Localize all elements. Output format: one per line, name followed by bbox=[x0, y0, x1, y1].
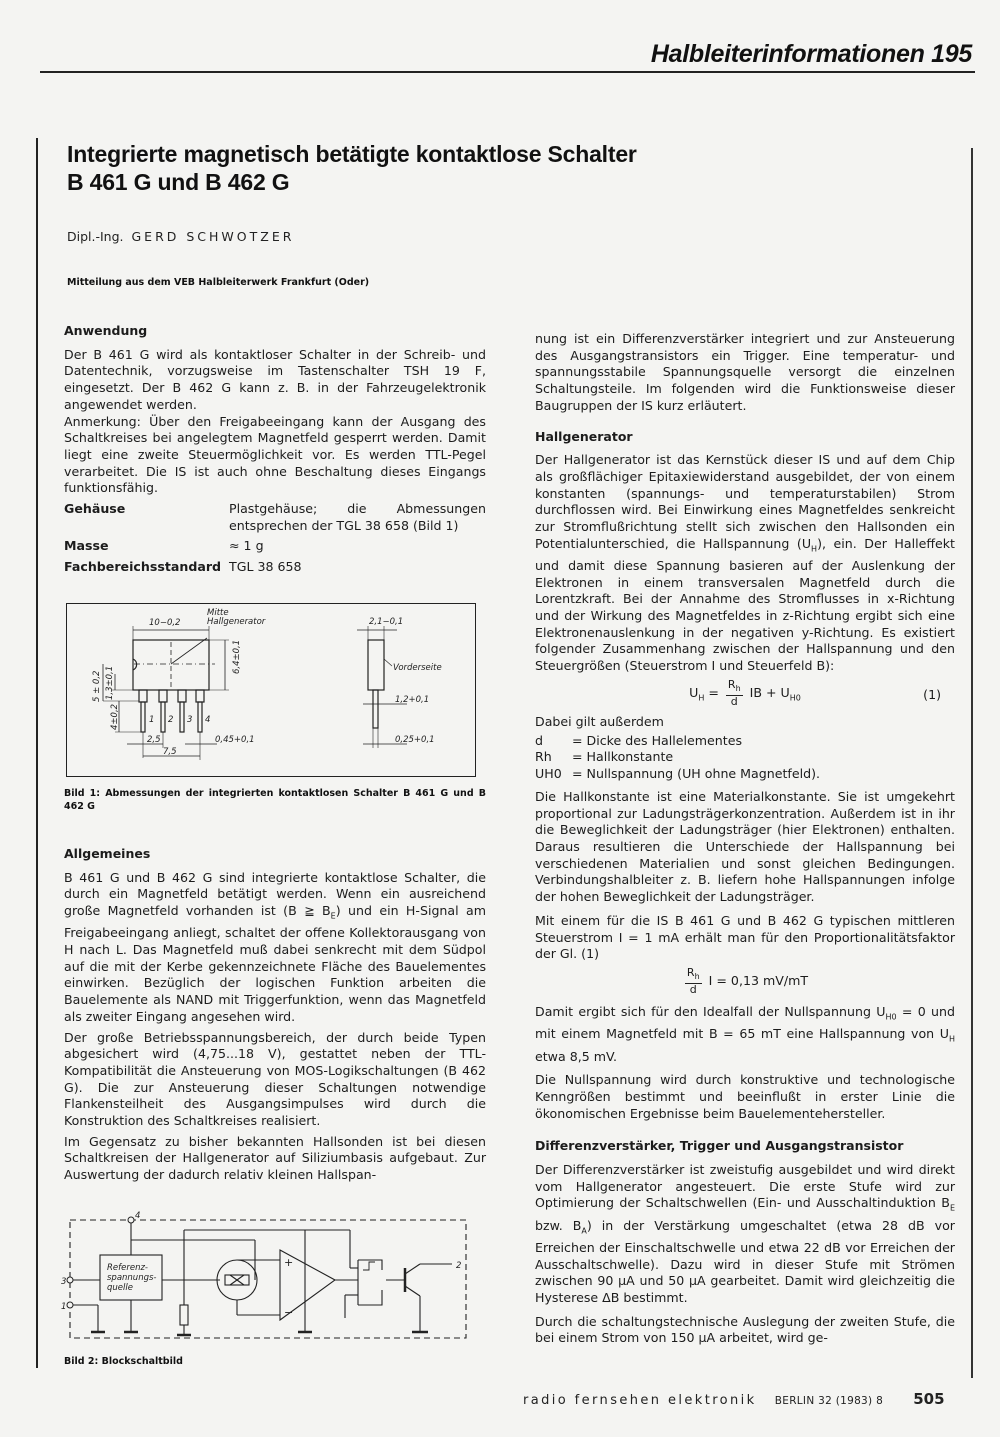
definition-item bbox=[535, 749, 955, 766]
label-front-side: Vorderseite bbox=[393, 663, 442, 673]
eq-term: I = 0,13 mV/mT bbox=[704, 973, 809, 988]
eq-term: = bbox=[704, 684, 723, 700]
dim-label-lead-thickness: 0,25+0,1 bbox=[395, 735, 435, 745]
block-label: Referenz- bbox=[107, 1263, 148, 1273]
spec-key: Masse bbox=[64, 538, 109, 554]
paragraph: Die Hallkonstante ist eine Materialkonstante. Sie ist umgekehrt proportional zur Ladungsträgerkonzentration. Außerdem ist in ihr die Beweglichkeit der Ladungsträger (hier Elektronen) enthalten. Daraus resultieren die Unterschiede der Hallspannung bei verschiedenen Materialien und sonst gleichen Bedingungen. Verbindungshalbleiter z. B. liefern hohe Hallspannungen infolge der hohen Beweglichkeit der Ladungsträger. bbox=[535, 788, 955, 905]
paragraph: Die Nullspannung wird durch konstruktive und technologische Kenngrößen bestimmt und beeinflußt in erster Linie die ökonomischen Ergebnisse beim Bauelementehersteller. bbox=[535, 1072, 955, 1121]
pin-label-3: 3 bbox=[61, 1277, 67, 1287]
subscript: H0 bbox=[885, 1012, 897, 1022]
eq-term: IB + U bbox=[745, 684, 790, 700]
dim-label-h2: 1,3±0,1 bbox=[105, 665, 115, 700]
eq-term: U bbox=[689, 684, 699, 700]
paragraph: Dabei gilt außerdem bbox=[535, 714, 664, 730]
resistor bbox=[180, 1305, 188, 1325]
pin-1-terminal bbox=[67, 1302, 73, 1308]
left-margin-rule bbox=[36, 138, 38, 1368]
page-number: 505 bbox=[913, 1390, 945, 1408]
amp-plus: + bbox=[284, 1256, 294, 1269]
dim-label-lead-side: 1,2+0,1 bbox=[395, 695, 430, 705]
spec-key: Fachbereichsstandard bbox=[64, 559, 222, 575]
pin-4-terminal bbox=[128, 1217, 134, 1223]
dim-label-height: 6,4±0,1 bbox=[232, 639, 242, 674]
fraction bbox=[685, 967, 702, 996]
spec-value: Plastgehäuse; die Abmessungen entsprechen der TGL 38 658 (Bild 1) bbox=[229, 501, 486, 533]
leader-hall bbox=[171, 638, 207, 664]
block-label: quelle bbox=[107, 1283, 133, 1293]
fraction bbox=[726, 679, 743, 708]
dim-label-span: 7,5 bbox=[163, 747, 177, 757]
paragraph bbox=[535, 452, 955, 675]
pin-label-4: 4 bbox=[135, 1211, 141, 1221]
header-rule bbox=[40, 71, 975, 73]
amp-minus: − bbox=[284, 1306, 294, 1319]
text-run: Der Differenzverstärker ist zweistufig ausgebildet und wird direkt vom Hallgenerator angesteuert. Die erste Stufe wird zur Optimierung der Schaltschwellen (Ein- und Ausschaltinduktion B bbox=[535, 1162, 955, 1211]
equation-2 bbox=[535, 967, 955, 996]
subscript: A bbox=[581, 1226, 587, 1236]
article-title bbox=[67, 140, 947, 196]
running-header-title: Halbleiterinformationen 195 bbox=[650, 40, 972, 68]
label-mitte: Mitte bbox=[207, 608, 229, 618]
author-prefix: Dipl.-Ing. bbox=[67, 229, 124, 244]
subscript: E bbox=[949, 1203, 955, 1213]
author-line bbox=[67, 229, 294, 244]
equation-1 bbox=[535, 679, 955, 708]
text-run: ) in der Verstärkung umgeschaltet (etwa 28 dB vor Erreichen der Einschaltschwelle und etwa 22 dB vor Erreichen der Ausschaltschwelle). Dazu wird in dieser Stufe mit Strömen zwischen 90 μA und 50 μA gearbeitet. Damit wird gleichzeitig die Hysterese ΔB bestimmt. bbox=[535, 1217, 955, 1305]
page-footer bbox=[523, 1390, 945, 1408]
pin-label-1: 1 bbox=[61, 1302, 67, 1312]
paragraph bbox=[535, 1162, 955, 1307]
equation-number: (1) bbox=[923, 686, 941, 702]
dim-label-h1: 5 ± 0,2 bbox=[92, 670, 102, 702]
definition-item bbox=[535, 766, 955, 783]
paragraph bbox=[535, 1004, 955, 1065]
paragraph: Mit einem für die IS B 461 G und B 462 G typischen mittleren Steuerstrom I = 1 mA erhält man für den Proportionalitätsfaktor der Gl. (1) bbox=[535, 912, 955, 962]
pin-label: 1 bbox=[149, 715, 155, 725]
block-label: spannungs- bbox=[107, 1273, 157, 1283]
figure-2-caption: Bild 2: Blockschaltbild bbox=[64, 1356, 183, 1367]
title-line-2: B 461 G und B 462 G bbox=[67, 169, 290, 195]
side-view-lead bbox=[373, 690, 378, 728]
pin-3-terminal bbox=[67, 1277, 73, 1283]
dim-label-lead-length: 4±0,2 bbox=[110, 703, 120, 730]
subscript: h bbox=[694, 972, 700, 982]
leads bbox=[139, 690, 204, 732]
subscript: H bbox=[698, 693, 705, 703]
dim-label-width: 10−0,2 bbox=[149, 618, 181, 628]
pin-label: 3 bbox=[187, 715, 193, 725]
affiliation: Mitteilung aus dem VEB Halbleiterwerk Frankfurt (Oder) bbox=[67, 277, 370, 288]
dim-label-lead-width: 0,45+0,1 bbox=[215, 735, 255, 745]
dim-label-thickness: 2,1−0,1 bbox=[369, 617, 404, 627]
section-allgemeines bbox=[64, 846, 486, 1188]
heading-anwendung: Anwendung bbox=[64, 323, 148, 338]
text-run: bzw. B bbox=[535, 1217, 582, 1233]
figure-2-block-diagram bbox=[60, 1210, 480, 1345]
paragraph: Durch die schaltungstechnische Auslegung der zweiten Stufe, die bei einem Strom von 150 μA arbeitet, wird ge- bbox=[535, 1313, 955, 1346]
def-text: = Hallkonstante bbox=[572, 749, 674, 765]
def-symbol: UH0 bbox=[535, 766, 562, 782]
numerator: R bbox=[727, 677, 736, 691]
denominator: d bbox=[689, 983, 697, 997]
spec-row-gehaeuse bbox=[64, 501, 486, 534]
pin-label: 2 bbox=[168, 715, 174, 725]
heading-differenzverstaerker: Differenzverstärker, Trigger und Ausgangstransistor bbox=[535, 1138, 904, 1154]
heading-hallgenerator: Hallgenerator bbox=[535, 428, 633, 444]
text-run: etwa 8,5 mV. bbox=[535, 1048, 617, 1064]
paragraph: Der B 461 G wird als kontaktloser Schalter in der Schreib- und Datentechnik, vorzugsweise im Tastenschalter TSH 19 F, eingesetzt. Der B 462 G kann z. B. in der Fahrzeugelektronik angewendet werden. bbox=[64, 346, 486, 412]
def-symbol: d bbox=[535, 732, 543, 748]
heading-allgemeines: Allgemeines bbox=[64, 846, 151, 861]
spec-value: ≈ 1 g bbox=[229, 538, 264, 554]
text-run: ), ein. Der Halleffekt und damit diese Spannung basieren auf der Auslenkung der Elektronen in einem transversalen Magnetfeld durch die Lorentzkraft. Bei der Annahme des Stromflusses in x-Richtung und der Wirkung des Magnetfeldes in z-Richtung ergibt sich eine Elektronenauslenkung in der negativen y-Richtung. Es existiert folgender Zusammenhang zwischen der Hallspannung und den Steuergrößen (Steuerstrom I und Steuerfeld B): bbox=[535, 535, 955, 674]
section-anwendung bbox=[64, 323, 486, 580]
def-text: = Nullspannung (UH ohne Magnetfeld). bbox=[572, 766, 821, 782]
paragraph: Anmerkung: Über den Freigabeeingang kann der Ausgang des Schaltkreises bei angelegtem Magnetfeld gesperrt werden. Damit liegt eine zweite Steuermöglichkeit vor. Es werden TTL-Pegel verarbeitet. Die IS ist auch ohne Beschaltung dieses Eingangs funktionsfähig. bbox=[64, 413, 486, 496]
block-diagram-svg bbox=[60, 1210, 480, 1345]
text-run: Der Hallgenerator ist das Kernstück dieser IS und auf dem Chip als großflächiger Epitaxiewiderstand ausgebildet, der von einem konstanten (spannungs- und temperaturstabilen) Strom durchflossen wird. Bei Einwirkung eines Magnetfeldes senkreicht zur Stromflußrichtung stellt sich zwischen den Hallsonden ein Potentialunterschied, die Hallspannung (U bbox=[535, 452, 955, 551]
text-run: = 0 und mit einem Magnetfeld mit B = 65 mT eine Hallspannung von U bbox=[535, 1004, 955, 1042]
definition-item bbox=[535, 733, 955, 750]
side-view-body bbox=[368, 640, 384, 690]
subscript: h bbox=[735, 684, 741, 694]
paragraph: Der große Betriebsspannungsbereich, der durch beide Typen abgesichert wird (4,75...18 V), gestattet neben der TTL-Kompatibilität die Ansteuerung von MOS-Logikschaltungen (B 462 G). Die zur Ansteuerung dieser Schaltungen notwendige Flankensteilheit des Ausgangsimpulses wird durch die Konstruktion des Schaltkreises realisiert. bbox=[64, 1029, 486, 1129]
right-column bbox=[535, 331, 955, 1351]
subscript: H bbox=[948, 1034, 955, 1044]
dim-label-pitch: 2,5 bbox=[147, 735, 161, 745]
paragraph: nung ist ein Differenzverstärker integriert und zur Ansteuerung des Ausgangstransistors ein Trigger. Eine temperatur- und spannungsstabile Spannungsquelle versorgt die einzelnen Schaltungsteile. Im folgenden wird die Funktionsweise dieser Baugruppen der IS kurz erläutert. bbox=[535, 331, 955, 413]
subscript: H bbox=[811, 544, 818, 554]
definitions-list bbox=[535, 733, 955, 783]
trigger bbox=[358, 1260, 382, 1305]
pin-label: 4 bbox=[205, 715, 211, 725]
spec-key: Gehäuse bbox=[64, 501, 126, 517]
paragraph: Im Gegensatz zu bisher bekannten Hallsonden ist bei diesen Schaltkreisen der Hallgenerator auf Siliziumbasis aufgebaut. Zur Auswertung der dadurch relativ kleinen Hallspan- bbox=[64, 1133, 486, 1183]
subscript: H0 bbox=[789, 693, 801, 703]
text-run: ) und ein H-Signal am Freigabeeingang anliegt, schaltet der offene Kollektorausgang von H nach L. Das Magnetfeld muß dabei senkrecht mit dem Südpol auf die mit der Kerbe gekennzeichnete Fläche des Bauelementes einwirken. Bezüglich der logischen Funktion arbeiten die Bauelemente als NAND mit Triggerfunktion, wenn das Magnetfeld als zweiter Eingang angesehen wird. bbox=[64, 903, 486, 1024]
issue-info: BERLIN 32 (1983) 8 bbox=[774, 1395, 884, 1407]
denominator: d bbox=[730, 695, 738, 709]
paragraph bbox=[64, 870, 486, 1026]
subscript: E bbox=[330, 911, 336, 921]
right-margin-rule bbox=[971, 148, 973, 1378]
dimension-drawing bbox=[67, 604, 475, 776]
spec-row-standard bbox=[64, 559, 486, 576]
spec-value: TGL 38 658 bbox=[229, 559, 302, 575]
title-line-1: Integrierte magnetisch betätigte kontaktlose Schalter bbox=[67, 141, 637, 167]
magazine-name: radio fernsehen elektronik bbox=[523, 1393, 757, 1408]
def-text: = Dicke des Hallelementes bbox=[572, 732, 743, 748]
def-symbol: Rh bbox=[535, 749, 552, 765]
text-run: Damit ergibt sich für den Idealfall der Nullspannung U bbox=[535, 1004, 886, 1020]
pin-label-2: 2 bbox=[456, 1261, 462, 1271]
text-run: B 461 G und B 462 G sind integrierte kontaktlose Schalter, die durch ein Magnetfeld betätigt werden. Wenn ein ausreichend große Magnetfeld vorhanden ist (B ≧ B bbox=[64, 869, 486, 919]
figure-1-caption: Bild 1: Abmessungen der integrierten kontaktlosen Schalter B 461 G und B 462 G bbox=[64, 788, 486, 812]
label-hallgenerator: Hallgenerator bbox=[207, 617, 266, 627]
author-name: GERD SCHWOTZER bbox=[131, 229, 295, 244]
numerator: R bbox=[686, 965, 695, 979]
figure-1-dimensions bbox=[66, 603, 476, 777]
spec-row-masse bbox=[64, 538, 486, 555]
